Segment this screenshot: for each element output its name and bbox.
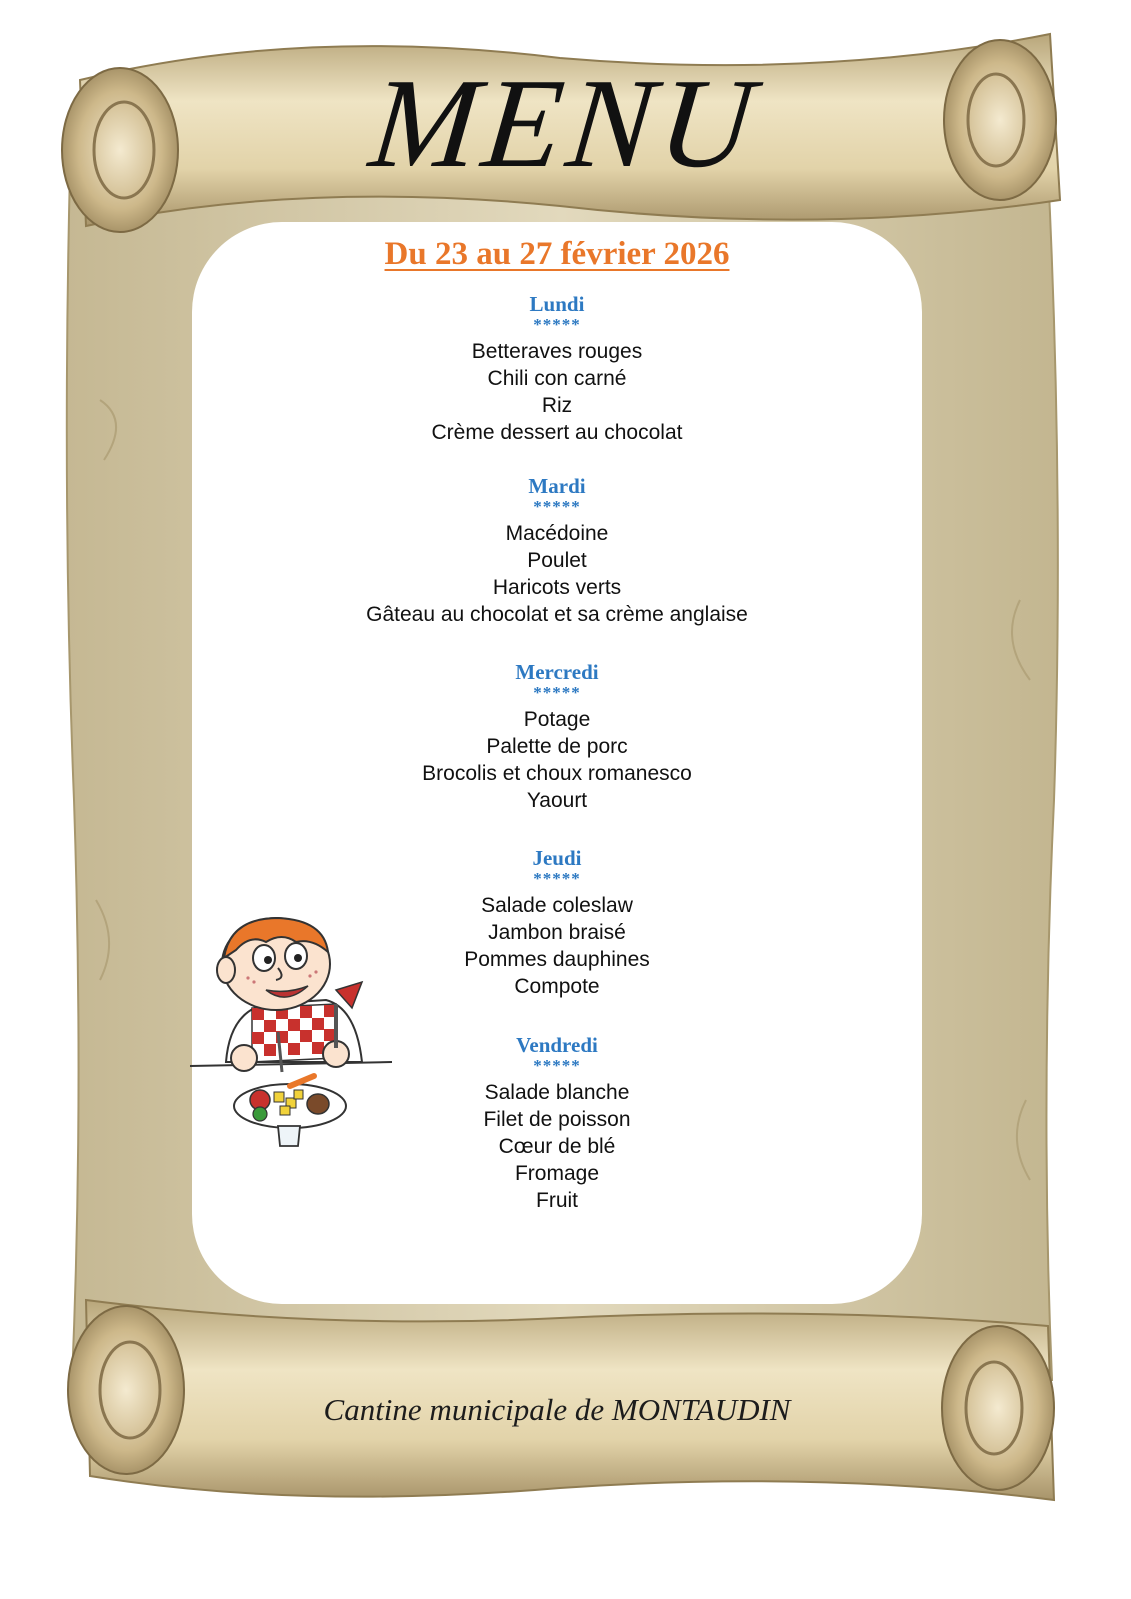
day-section-mercredi — [192, 660, 922, 814]
day-separator: ***** — [533, 1056, 581, 1075]
day-section-lundi — [192, 292, 922, 446]
day-name: Vendredi — [516, 1033, 598, 1057]
dish: Jambon braisé — [488, 921, 626, 944]
day-separator: ***** — [533, 497, 581, 516]
dish: Macédoine — [505, 522, 609, 545]
date-range — [192, 234, 922, 274]
dish: Yaourt — [526, 789, 588, 812]
day-section-mardi — [192, 474, 922, 628]
bottom-left-curl — [68, 1306, 184, 1474]
dish: Palette de porc — [486, 735, 628, 758]
date-range-text: Du 23 au 27 février 2026 — [384, 236, 730, 272]
dish: Cœur de blé — [498, 1135, 616, 1158]
child-eating-icon — [186, 912, 396, 1162]
dish: Chili con carné — [487, 367, 627, 390]
dish: Fromage — [514, 1162, 600, 1185]
dish: Riz — [541, 394, 573, 417]
day-separator: ***** — [533, 683, 581, 702]
dish: Compote — [514, 975, 600, 998]
day-separator: ***** — [533, 315, 581, 334]
top-right-curl — [944, 40, 1056, 200]
dish: Poulet — [527, 549, 587, 572]
bottom-right-curl — [942, 1326, 1054, 1490]
day-name: Mercredi — [515, 660, 599, 684]
dish: Crème dessert au chocolat — [431, 421, 683, 444]
footer-signature: Cantine municipale de MONTAUDIN — [323, 1392, 791, 1427]
dish: Potage — [523, 708, 591, 731]
dish: Pommes dauphines — [464, 948, 650, 971]
day-name: Jeudi — [532, 846, 582, 870]
top-left-curl — [62, 68, 178, 232]
dish: Fruit — [536, 1189, 578, 1212]
menu-title: MENU — [364, 52, 766, 194]
dish: Salade blanche — [484, 1081, 630, 1104]
dish: Salade coleslaw — [481, 894, 633, 917]
day-name: Mardi — [528, 474, 586, 498]
dish: Gâteau au chocolat et sa crème anglaise — [366, 603, 748, 626]
dish: Brocolis et choux romanesco — [422, 762, 692, 785]
day-separator: ***** — [533, 869, 581, 888]
dish: Betteraves rouges — [471, 340, 643, 363]
day-name: Lundi — [529, 292, 585, 316]
dish: Filet de poisson — [483, 1108, 631, 1131]
dish: Haricots verts — [492, 576, 622, 599]
